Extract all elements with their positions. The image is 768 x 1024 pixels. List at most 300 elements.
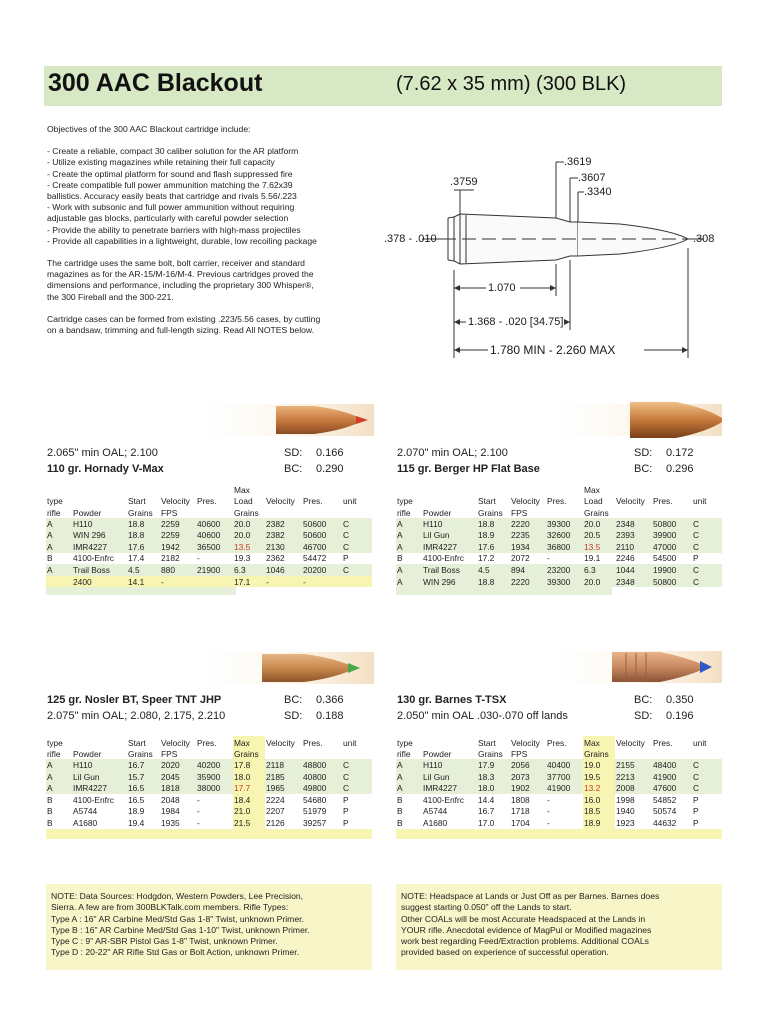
- bc-label: BC:: [284, 694, 303, 706]
- table-cell: 20.0: [583, 518, 615, 530]
- load-panel-125gr: [46, 694, 372, 839]
- table-row: [396, 771, 722, 783]
- col-header: Powder: [73, 749, 102, 760]
- sd-label: SD:: [284, 710, 303, 722]
- table-cell: Lil Gun: [422, 529, 477, 541]
- table-cell: [422, 495, 477, 507]
- table-cell: 17.6: [477, 541, 510, 553]
- oal-text: 2.065" min OAL; 2.100: [47, 447, 158, 459]
- table-cell: 19.4: [128, 817, 145, 828]
- col-header: Velocity: [266, 737, 295, 748]
- col-header: rifle: [397, 507, 411, 518]
- table-row: [46, 553, 372, 565]
- table-cell: C: [692, 576, 722, 588]
- col-header: Velocity: [161, 496, 190, 507]
- table-cell: B: [397, 553, 403, 564]
- table-cell: -: [547, 794, 550, 805]
- table-cell: B: [397, 817, 403, 828]
- col-header: Velocity: [616, 737, 645, 748]
- col-header: FPS: [161, 749, 178, 760]
- col-header: Start: [128, 496, 146, 507]
- table-cell: 2220: [510, 518, 546, 530]
- col-header: Max: [234, 484, 250, 495]
- col-header: Grains: [584, 507, 609, 518]
- table-cell: 48400: [652, 759, 692, 771]
- col-header: unit: [693, 496, 707, 507]
- table-cell: 1808: [511, 794, 530, 805]
- table-cell: 13.2: [583, 782, 615, 794]
- table-cell: 38000: [196, 782, 233, 794]
- table-cell: 4100-Enfrc: [423, 553, 464, 564]
- col-header: Powder: [73, 507, 102, 518]
- table-cell: 19.3: [234, 553, 251, 564]
- col-header: type: [397, 496, 413, 507]
- table-cell: A: [396, 576, 422, 588]
- col-header: Grains: [234, 507, 259, 518]
- col-header: Grains: [478, 749, 503, 760]
- load-panel-110gr: [46, 447, 372, 595]
- table-cell: A: [46, 759, 72, 771]
- col-header: FPS: [511, 749, 528, 760]
- table-cell: [160, 483, 196, 495]
- table-row: [46, 518, 372, 530]
- table-cell: C: [342, 518, 372, 530]
- oal-text: 2.070" min OAL; 2.100: [397, 447, 508, 459]
- table-cell: [546, 483, 583, 495]
- table-cell: C: [342, 759, 372, 771]
- dim-bullet-diameter: .308: [693, 233, 715, 245]
- table-cell: 2235: [510, 529, 546, 541]
- table-cell: 21900: [196, 564, 233, 576]
- table-cell: 41900: [652, 771, 692, 783]
- cartridge-dimension-diagram: [382, 150, 722, 365]
- table-cell: 1998: [616, 794, 635, 805]
- col-header: Load: [584, 496, 603, 507]
- table-cell: 46700: [302, 541, 342, 553]
- table-cell: 6.3: [583, 564, 615, 576]
- table-cell: 39300: [546, 576, 583, 588]
- table-cell: P: [343, 553, 349, 564]
- col-header: Max: [233, 736, 265, 748]
- table-cell: 1718: [511, 806, 530, 817]
- table-cell: P: [693, 806, 699, 817]
- table-cell: A5744: [423, 806, 448, 817]
- table-cell: 14.4: [478, 794, 495, 805]
- note-line: Other COALs will be most Accurate Headspaced at the Lands in: [401, 913, 646, 924]
- table-cell: [615, 748, 652, 760]
- table-cell: 16.5: [127, 782, 160, 794]
- note-line: YOUR rifle. Anecdotal evidence of MagPul or Modified magazines: [401, 924, 652, 935]
- table-cell: 18.8: [477, 518, 510, 530]
- table-cell: 2020: [160, 759, 196, 771]
- objective-item: adjustable gas blocks, particularly with careful powder selection: [47, 213, 289, 224]
- dim-1070: 1.070: [488, 282, 516, 294]
- table-cell: 2213: [615, 771, 652, 783]
- table-cell: A: [46, 782, 72, 794]
- para-line: magazines as for the AR-15/M-16/M-4. Previous cartridges proved the: [47, 269, 314, 280]
- load-table: [396, 736, 722, 829]
- table-cell: [342, 576, 372, 588]
- objective-item: - Work with subsonic and full power ammunition without requiring: [47, 202, 295, 213]
- table-cell: 54680: [303, 794, 327, 805]
- table-cell: [265, 748, 302, 760]
- table-cell: 50574: [653, 806, 677, 817]
- table-cell: 2130: [265, 541, 302, 553]
- col-header: unit: [343, 496, 357, 507]
- load-table: [396, 483, 722, 587]
- note-line: Type B : 16" AR Carbine Med/Std Gas 1-10" Twist, unknown Primer.: [51, 924, 310, 935]
- table-cell: 2045: [160, 771, 196, 783]
- table-cell: A: [396, 564, 422, 576]
- table-cell: 2110: [615, 541, 652, 553]
- table-cell: 2126: [266, 817, 285, 828]
- col-header: Max: [584, 484, 600, 495]
- para-line: the 300 Fireball and the 300-221.: [47, 291, 174, 302]
- table-cell: 1934: [510, 541, 546, 553]
- note-line: Type C : 9" AR-SBR Pistol Gas 1-8" Twist, unknown Primer.: [51, 936, 278, 947]
- table-cell: 37700: [546, 771, 583, 783]
- table-cell: [342, 483, 372, 495]
- dim-rim-diameter: .378 - .010: [384, 233, 437, 245]
- table-row: [396, 782, 722, 794]
- oal-text: 2.050" min OAL .030-.070 off lands: [397, 710, 568, 722]
- table-cell: 20.0: [233, 518, 265, 530]
- col-header: Grains: [128, 507, 153, 518]
- table-cell: 16.7: [127, 759, 160, 771]
- table-cell: 1984: [161, 806, 180, 817]
- table-cell: 47600: [652, 782, 692, 794]
- table-cell: P: [693, 553, 699, 564]
- table-cell: Trail Boss: [422, 564, 477, 576]
- cartridge-compat-paragraph: [47, 258, 377, 303]
- table-footer-strip: [46, 587, 236, 595]
- table-cell: A: [396, 771, 422, 783]
- table-cell: 13.5: [233, 541, 265, 553]
- table-cell: 32600: [546, 529, 583, 541]
- table-cell: Trail Boss: [72, 564, 127, 576]
- sd-label: SD:: [284, 447, 303, 459]
- table-cell: 20200: [302, 564, 342, 576]
- table-cell: [652, 748, 692, 760]
- table-cell: -: [547, 817, 550, 828]
- table-cell: A1680: [423, 817, 448, 828]
- table-cell: 17.9: [477, 759, 510, 771]
- table-row: [46, 541, 372, 553]
- table-cell: A5744: [73, 806, 98, 817]
- table-cell: 2259: [160, 518, 196, 530]
- page-title: 300 AAC Blackout: [48, 69, 263, 97]
- table-row: [46, 529, 372, 541]
- table-row: [46, 806, 372, 818]
- table-cell: 17.0: [478, 817, 495, 828]
- note-line: Sierra. A few are from 300BLKTalk.com members. Rifle Types:: [51, 902, 289, 913]
- table-cell: -: [197, 806, 200, 817]
- table-footer-strip: [46, 829, 372, 839]
- table-cell: 16.7: [478, 806, 495, 817]
- col-header: Grains: [583, 748, 615, 760]
- table-cell: C: [692, 541, 722, 553]
- table-cell: 54472: [303, 553, 327, 564]
- table-cell: 1046: [265, 564, 302, 576]
- table-cell: [342, 748, 372, 760]
- objective-item: - Create a reliable, compact 30 caliber solution for the AR platform: [47, 146, 299, 157]
- col-header: Velocity: [511, 496, 540, 507]
- table-row: [396, 518, 722, 530]
- table-cell: 17.1: [233, 576, 265, 588]
- table-cell: 40600: [196, 518, 233, 530]
- bc-value: 0.296: [666, 463, 694, 475]
- col-header: Velocity: [616, 496, 645, 507]
- table-cell: 47000: [652, 541, 692, 553]
- bullet-name: 110 gr. Hornady V-Max: [47, 463, 164, 475]
- para-line: Cartridge cases can be formed from existing .223/5.56 cases, by cutting: [47, 313, 321, 324]
- sd-value: 0.188: [316, 710, 344, 722]
- table-cell: 17.4: [128, 553, 145, 564]
- note-headspace: [401, 891, 721, 959]
- table-cell: C: [692, 529, 722, 541]
- table-row: [46, 759, 372, 771]
- col-header: type: [397, 737, 413, 748]
- load-panel-130gr: [396, 694, 722, 839]
- table-cell: 18.4: [233, 794, 265, 806]
- col-header: Powder: [423, 507, 452, 518]
- table-cell: [302, 506, 342, 518]
- title-bar: [44, 66, 722, 106]
- table-cell: A: [46, 564, 72, 576]
- load-panel-115gr: [396, 447, 722, 595]
- table-cell: -: [547, 553, 550, 564]
- table-cell: C: [692, 759, 722, 771]
- table-cell: [652, 506, 692, 518]
- table-cell: 39300: [546, 518, 583, 530]
- table-cell: 2073: [510, 771, 546, 783]
- col-header: Grains: [233, 748, 265, 760]
- table-cell: 20.5: [583, 529, 615, 541]
- page-subtitle: (7.62 x 35 mm) (300 BLK): [396, 73, 627, 95]
- table-cell: 16.0: [583, 794, 615, 806]
- table-cell: 41900: [546, 782, 583, 794]
- table-cell: 19.5: [583, 771, 615, 783]
- table-cell: 44632: [653, 817, 677, 828]
- dim-neck-diameter: .3619: [564, 156, 592, 168]
- table-cell: 1923: [616, 817, 635, 828]
- table-cell: 2072: [511, 553, 530, 564]
- table-cell: 2348: [615, 518, 652, 530]
- table-cell: 4100-Enfrc: [73, 794, 114, 805]
- table-cell: -: [197, 553, 200, 564]
- table-cell: 6.3: [233, 564, 265, 576]
- table-cell: 2056: [510, 759, 546, 771]
- table-cell: 2224: [266, 794, 285, 805]
- table-cell: C: [342, 541, 372, 553]
- table-cell: -: [197, 817, 200, 828]
- objective-item: ballistics. Accuracy easily beats that cartridge and rivals 5.56/.223: [47, 191, 297, 202]
- note-rifle-types: [51, 891, 371, 959]
- table-cell: 54852: [653, 794, 677, 805]
- table-cell: 2348: [615, 576, 652, 588]
- table-cell: 20.0: [233, 529, 265, 541]
- table-cell: 39900: [652, 529, 692, 541]
- load-table: [46, 483, 372, 587]
- table-cell: C: [342, 771, 372, 783]
- table-cell: [196, 506, 233, 518]
- note-line: Type A : 16" AR Carbine Med/Std Gas 1-8" Twist, unknown Primer.: [51, 913, 304, 924]
- dim-shoulder-3607: .3607: [578, 172, 606, 184]
- para-line: dimensions and performance, including the proprietary 300 Whisper®,: [47, 280, 314, 291]
- table-cell: Lil Gun: [422, 771, 477, 783]
- col-header: Pres.: [303, 496, 323, 507]
- table-cell: WIN 296: [422, 576, 477, 588]
- col-header: Start: [478, 737, 496, 748]
- table-cell: A: [46, 529, 72, 541]
- table-cell: 4.5: [127, 564, 160, 576]
- table-row: [396, 794, 722, 806]
- table-cell: 2048: [161, 794, 180, 805]
- table-cell: [265, 506, 302, 518]
- table-cell: 36800: [546, 541, 583, 553]
- table-cell: B: [397, 794, 403, 805]
- table-cell: [546, 748, 583, 760]
- dim-overall-length: 1.780 MIN - 2.260 MAX: [490, 343, 616, 357]
- table-cell: 40400: [546, 759, 583, 771]
- bc-label: BC:: [284, 463, 303, 475]
- table-cell: [396, 483, 422, 495]
- col-header: Start: [478, 496, 496, 507]
- table-cell: [422, 736, 477, 748]
- sd-value: 0.172: [666, 447, 694, 459]
- table-cell: A: [396, 782, 422, 794]
- col-header: unit: [343, 737, 357, 748]
- table-cell: [196, 483, 233, 495]
- para-line: on a bandsaw, trimming and full-length sizing. Read All NOTES below.: [47, 325, 315, 336]
- table-cell: 2400: [72, 576, 127, 588]
- table-cell: 18.8: [477, 576, 510, 588]
- table-cell: -: [302, 576, 342, 588]
- bullet-image-vmax: [196, 404, 374, 436]
- table-cell: 2118: [265, 759, 302, 771]
- table-cell: C: [342, 529, 372, 541]
- col-header: Load: [234, 496, 253, 507]
- col-header: Pres.: [653, 737, 673, 748]
- table-cell: 2207: [266, 806, 285, 817]
- objective-item: - Utilize existing magazines while retaining their full capacity: [47, 157, 275, 168]
- table-cell: [302, 748, 342, 760]
- note-line: Type D : 20-22" AR Rifle Std Gas or Bolt Action, unknown Primer.: [51, 947, 300, 958]
- table-cell: 1965: [265, 782, 302, 794]
- table-cell: 49800: [302, 782, 342, 794]
- objectives-list: [47, 146, 377, 247]
- table-cell: 2008: [615, 782, 652, 794]
- col-header: FPS: [161, 507, 178, 518]
- objective-item: - Create compatible full power ammunition matching the 7.62x39: [47, 179, 293, 190]
- table-cell: [72, 483, 127, 495]
- table-cell: 1935: [161, 817, 180, 828]
- bullet-name: 115 gr. Berger HP Flat Base: [397, 463, 540, 475]
- table-cell: 51979: [303, 806, 327, 817]
- intro-heading: Objectives of the 300 AAC Blackout cartridge include:: [47, 124, 251, 134]
- intro-text: [47, 124, 377, 347]
- table-cell: 2182: [161, 553, 180, 564]
- table-cell: 13.5: [583, 541, 615, 553]
- table-cell: -: [160, 576, 196, 588]
- table-cell: 21.0: [233, 806, 265, 818]
- col-header: Pres.: [197, 737, 217, 748]
- col-header: Velocity: [511, 737, 540, 748]
- bc-label: BC:: [634, 694, 653, 706]
- table-cell: [265, 483, 302, 495]
- table-cell: P: [343, 794, 349, 805]
- table-cell: 18.9: [477, 529, 510, 541]
- table-cell: C: [342, 564, 372, 576]
- table-cell: 18.5: [583, 806, 615, 818]
- col-header: rifle: [397, 749, 411, 760]
- table-cell: 18.9: [128, 806, 145, 817]
- col-header: Pres.: [547, 496, 567, 507]
- col-header: rifle: [47, 749, 61, 760]
- table-cell: 20.0: [583, 576, 615, 588]
- table-cell: 50600: [302, 529, 342, 541]
- table-footer-strip: [396, 587, 612, 595]
- bullet-image-nosler: [196, 652, 374, 684]
- bullet-name: 125 gr. Nosler BT, Speer TNT JHP: [47, 694, 222, 706]
- table-cell: 18.0: [477, 782, 510, 794]
- bc-value: 0.350: [666, 694, 694, 706]
- table-cell: [196, 748, 233, 760]
- col-header: Pres.: [653, 496, 673, 507]
- col-header: Max: [583, 736, 615, 748]
- oal-text: 2.075" min OAL; 2.080, 2.175, 2.210: [47, 710, 226, 722]
- table-cell: 894: [510, 564, 546, 576]
- table-cell: B: [47, 553, 53, 564]
- table-cell: 50800: [652, 576, 692, 588]
- table-cell: [477, 483, 510, 495]
- table-cell: H110: [422, 518, 477, 530]
- table-cell: 17.8: [233, 759, 265, 771]
- bullet-name: 130 gr. Barnes T-TSX: [397, 694, 507, 706]
- table-row: [46, 576, 372, 588]
- table-row: [46, 817, 372, 829]
- table-cell: 50800: [652, 518, 692, 530]
- table-row: [396, 806, 722, 818]
- load-table: [46, 736, 372, 829]
- table-cell: A: [396, 518, 422, 530]
- table-row: [46, 794, 372, 806]
- table-cell: IMR4227: [72, 541, 127, 553]
- table-cell: 4.5: [477, 564, 510, 576]
- table-cell: P: [693, 794, 699, 805]
- dim-case-length: 1.368 - .020 [34.75]: [468, 316, 564, 328]
- table-cell: C: [692, 771, 722, 783]
- table-cell: [46, 576, 72, 588]
- table-cell: 40800: [302, 771, 342, 783]
- table-cell: C: [692, 564, 722, 576]
- table-cell: -: [197, 794, 200, 805]
- table-row: [396, 541, 722, 553]
- sd-label: SD:: [634, 447, 653, 459]
- col-header: Pres.: [547, 737, 567, 748]
- table-cell: 2185: [265, 771, 302, 783]
- table-cell: [196, 576, 233, 588]
- table-cell: A: [46, 518, 72, 530]
- dim-shoulder-3340: .3340: [584, 186, 612, 198]
- table-cell: [615, 506, 652, 518]
- table-row: [396, 564, 722, 576]
- table-cell: 1818: [160, 782, 196, 794]
- table-cell: H110: [72, 759, 127, 771]
- note-line: NOTE: Headspace at Lands or Just Off as per Barnes. Barnes does: [401, 891, 660, 901]
- table-cell: A1680: [73, 817, 98, 828]
- bc-value: 0.290: [316, 463, 344, 475]
